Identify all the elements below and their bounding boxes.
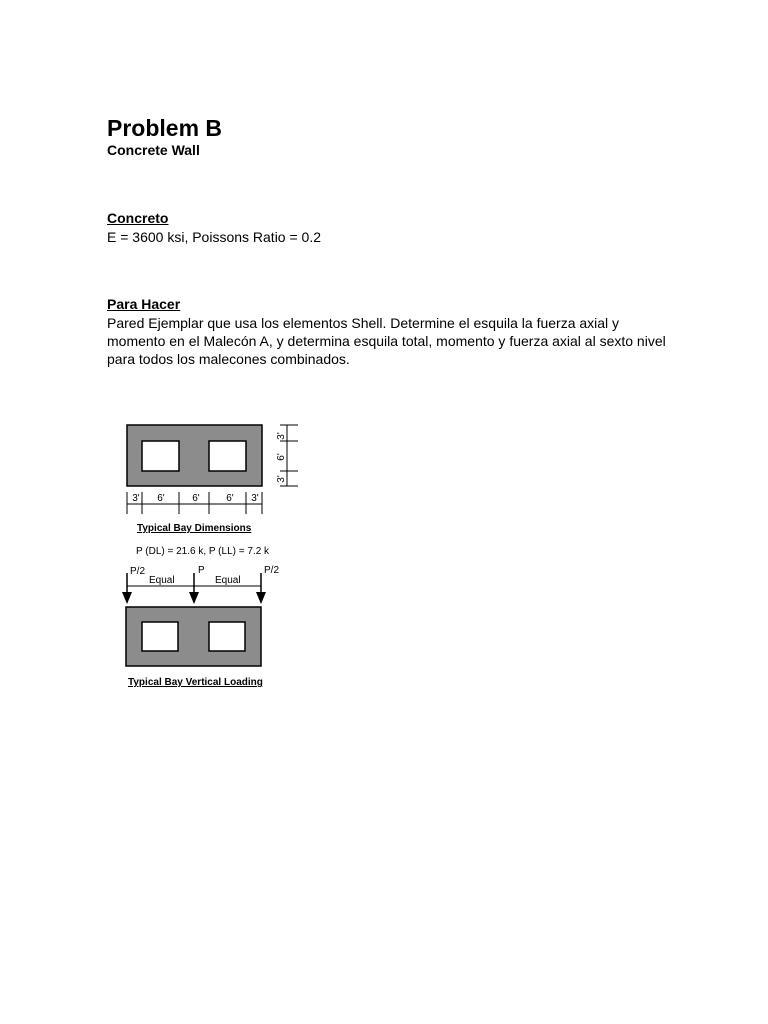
para-hacer-heading: Para Hacer [107,296,181,312]
center-load-label: P [198,565,205,576]
left-load-label: P/2 [130,566,146,577]
spacing-left-label: Equal [149,575,175,586]
page-title: Problem B [107,115,223,141]
page-subtitle: Concrete Wall [107,142,200,158]
right-load-label: P/2 [264,565,280,576]
opening-left-bottom [142,622,178,651]
opening-right-bottom [209,622,245,651]
horizontal-dim-label: 6' [192,493,200,504]
spacing-right-label: Equal [215,575,241,586]
bay-dimensions-figure [127,425,298,534]
vertical-dim-label: 3' [276,432,287,440]
horizontal-dim-label: 6' [226,493,234,504]
opening-left-top [142,441,179,471]
opening-right-top [209,441,246,471]
load-arrow-center [189,573,199,604]
vertical-dim-label: 6' [276,453,287,461]
vertical-dim-label: 3' [276,475,287,483]
bay-dimensions-caption: Typical Bay Dimensions [137,523,252,534]
concreto-properties-text: E = 3600 ksi, Poissons Ratio = 0.2 [107,229,322,245]
horizontal-dim-label: 3' [251,493,259,504]
concreto-heading: Concreto [107,210,169,226]
horizontal-dim-label: 3' [132,493,140,504]
bay-loading-caption: Typical Bay Vertical Loading [128,677,263,688]
load-arrow-left [122,573,132,604]
bay-loading-figure [122,546,279,688]
load-values-text: P (DL) = 21.6 k, P (LL) = 7.2 k [136,546,270,557]
horizontal-dim-label: 6' [157,493,165,504]
para-hacer-text: Pared Ejemplar que usa los elementos Shell. Determine el esquila la fuerza axial y momento en el Malecón A, y determina esquila total, momento y fuerza axial al sexto nivel para todos los malecones combinados. [107,315,666,367]
load-arrow-right [256,573,266,604]
